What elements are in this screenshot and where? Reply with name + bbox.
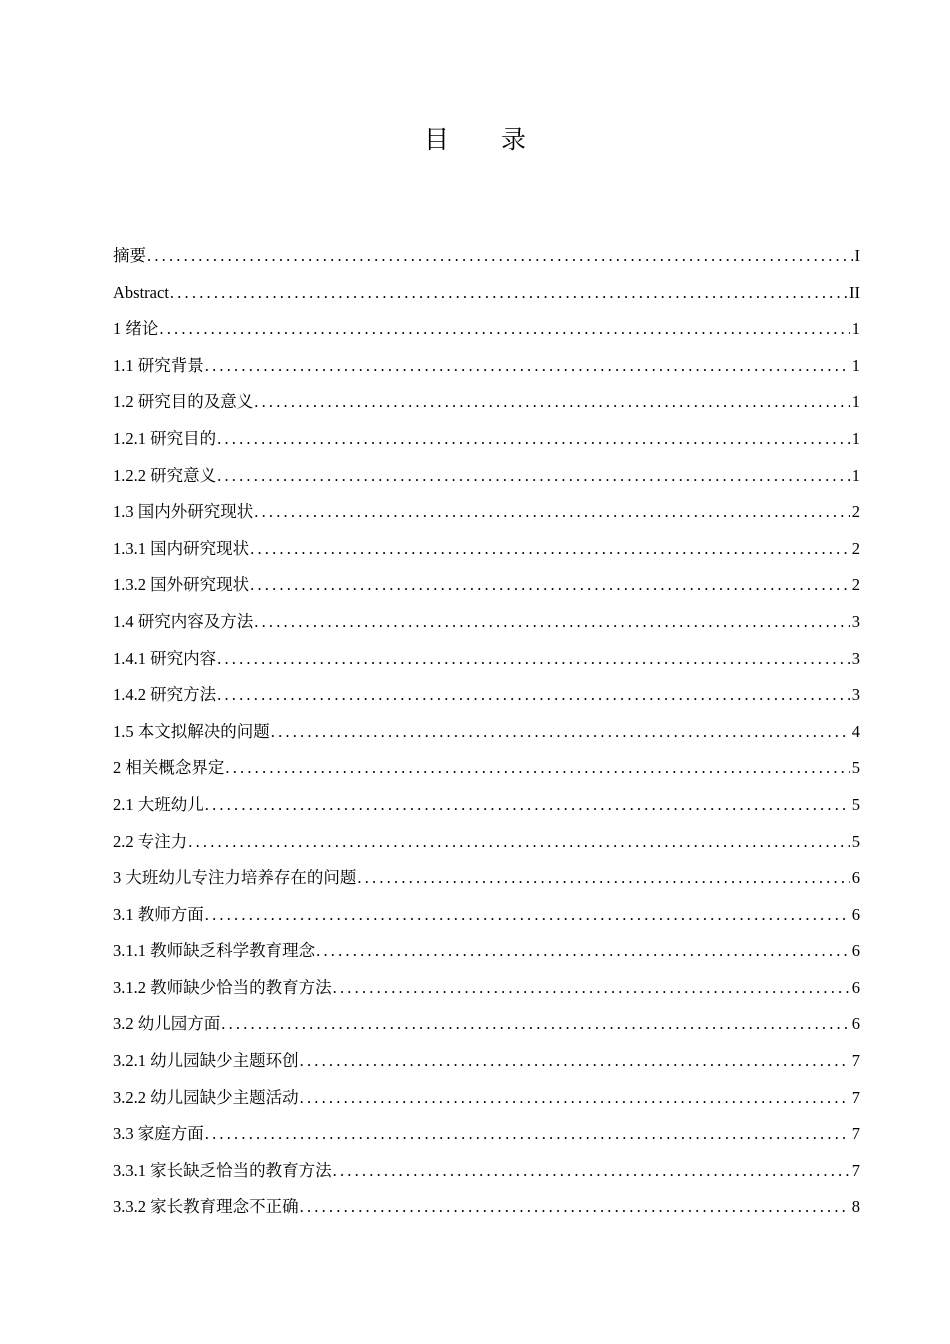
toc-dot-leader (250, 531, 850, 568)
toc-entry-label: 2.1 大班幼儿 (113, 794, 204, 814)
toc-entry-page-number: 6 (851, 1014, 860, 1034)
toc-entry-label: 3 大班幼儿专注力培养存在的问题 (113, 868, 357, 888)
toc-entry-page-number: 2 (851, 575, 860, 595)
toc-entry-page-number: 3 (851, 685, 860, 705)
toc-entry[interactable] (113, 494, 860, 531)
toc-entry-page-number: 3 (851, 611, 860, 631)
toc-entry-label: 1.3 国内外研究现状 (113, 502, 254, 522)
toc-entry[interactable] (113, 531, 860, 568)
toc-entry[interactable] (113, 1080, 860, 1117)
toc-dot-leader (217, 421, 850, 458)
toc-entry-label: 1.4.2 研究方法 (113, 685, 217, 705)
toc-dot-leader (188, 824, 850, 861)
toc-dot-leader (300, 1080, 850, 1117)
toc-entry[interactable] (113, 458, 860, 495)
toc-dot-leader (217, 458, 850, 495)
toc-entry-page-number: II (849, 282, 860, 302)
toc-entry-page-number: 3 (851, 648, 860, 668)
toc-dot-leader (316, 933, 850, 970)
toc-entry[interactable] (113, 714, 860, 751)
toc-dot-leader (271, 714, 850, 751)
toc-entry[interactable] (113, 275, 860, 312)
toc-dot-leader (225, 750, 849, 787)
toc-entry-label: 2.2 专注力 (113, 831, 188, 851)
toc-entry-page-number: 1 (851, 465, 860, 485)
toc-entry[interactable] (113, 641, 860, 678)
toc-entry-label: 3.3.1 家长缺乏恰当的教育方法 (113, 1160, 332, 1180)
toc-dot-leader (300, 1043, 850, 1080)
table-of-contents (113, 238, 860, 1226)
toc-entry-page-number: 6 (851, 941, 860, 961)
toc-entry-label: 1.4 研究内容及方法 (113, 611, 254, 631)
toc-dot-leader (147, 238, 853, 275)
toc-entry[interactable] (113, 567, 860, 604)
toc-entry-label: 摘要 (113, 246, 146, 265)
toc-entry[interactable] (113, 897, 860, 934)
toc-entry-label: 3.1 教师方面 (113, 904, 204, 924)
toc-dot-leader (159, 311, 849, 348)
toc-dot-leader (250, 567, 850, 604)
toc-dot-leader (205, 1116, 850, 1153)
toc-entry-label: Abstract (113, 282, 169, 302)
toc-entry[interactable] (113, 1006, 860, 1043)
toc-dot-leader (254, 384, 850, 421)
toc-entry[interactable] (113, 1116, 860, 1153)
toc-entry-label: 3.1.2 教师缺少恰当的教育方法 (113, 977, 332, 997)
toc-entry-label: 2 相关概念界定 (113, 758, 225, 778)
toc-dot-leader (300, 1189, 850, 1226)
toc-entry[interactable] (113, 604, 860, 641)
toc-dot-leader (205, 348, 850, 385)
toc-dot-leader (170, 275, 847, 312)
toc-dot-leader (333, 1153, 850, 1190)
toc-entry-page-number: 1 (851, 428, 860, 448)
toc-entry-page-number: 2 (851, 538, 860, 558)
toc-dot-leader (254, 604, 850, 641)
toc-entry[interactable] (113, 421, 860, 458)
toc-entry[interactable] (113, 238, 860, 275)
toc-entry[interactable] (113, 1189, 860, 1226)
toc-entry-page-number: 1 (851, 319, 860, 339)
toc-dot-leader (217, 641, 850, 678)
toc-entry-page-number: 7 (851, 1051, 860, 1071)
toc-entry-page-number: 8 (851, 1197, 860, 1217)
toc-entry-page-number: 7 (851, 1124, 860, 1144)
toc-dot-leader (221, 1006, 850, 1043)
toc-entry-page-number: 5 (851, 758, 860, 778)
toc-entry-label: 1.2.2 研究意义 (113, 465, 217, 485)
toc-entry-label: 1 绪论 (113, 319, 159, 339)
toc-entry-page-number: 2 (851, 502, 860, 522)
toc-entry-label: 3.2.2 幼儿园缺少主题活动 (113, 1087, 299, 1107)
toc-entry[interactable] (113, 1043, 860, 1080)
toc-entry-page-number: 6 (851, 977, 860, 997)
toc-entry-page-number: I (854, 246, 860, 265)
toc-dot-leader (217, 677, 850, 714)
toc-entry-label: 3.1.1 教师缺乏科学教育理念 (113, 941, 316, 961)
toc-entry-label: 1.1 研究背景 (113, 355, 204, 375)
toc-entry[interactable] (113, 970, 860, 1007)
toc-entry[interactable] (113, 1153, 860, 1190)
toc-entry-label: 3.2 幼儿园方面 (113, 1014, 221, 1034)
toc-entry[interactable] (113, 677, 860, 714)
toc-entry-label: 1.2 研究目的及意义 (113, 392, 254, 412)
toc-entry[interactable] (113, 787, 860, 824)
toc-entry-page-number: 7 (851, 1087, 860, 1107)
toc-entry-page-number: 7 (851, 1160, 860, 1180)
toc-entry-page-number: 1 (851, 392, 860, 412)
toc-entry-label: 3.3 家庭方面 (113, 1124, 204, 1144)
toc-dot-leader (254, 494, 850, 531)
toc-entry[interactable] (113, 824, 860, 861)
toc-entry-label: 1.2.1 研究目的 (113, 428, 217, 448)
toc-dot-leader (205, 787, 850, 824)
toc-entry[interactable] (113, 860, 860, 897)
toc-entry-page-number: 6 (851, 904, 860, 924)
toc-entry-page-number: 4 (851, 721, 860, 741)
toc-entry-page-number: 6 (851, 868, 860, 888)
toc-entry-label: 3.3.2 家长教育理念不正确 (113, 1197, 299, 1217)
toc-entry[interactable] (113, 750, 860, 787)
toc-dot-leader (357, 860, 849, 897)
toc-entry-label: 1.4.1 研究内容 (113, 648, 217, 668)
toc-entry-label: 1.5 本文拟解决的问题 (113, 721, 270, 741)
page-title: 目 录 (424, 125, 548, 154)
toc-entry[interactable] (113, 348, 860, 385)
toc-entry-label: 3.2.1 幼儿园缺少主题环创 (113, 1051, 299, 1071)
toc-dot-leader (333, 970, 850, 1007)
toc-entry-label: 1.3.1 国内研究现状 (113, 538, 250, 558)
toc-entry-page-number: 1 (851, 355, 860, 375)
toc-entry[interactable] (113, 311, 860, 348)
toc-entry[interactable] (113, 933, 860, 970)
toc-dot-leader (205, 897, 850, 934)
toc-entry-label: 1.3.2 国外研究现状 (113, 575, 250, 595)
toc-entry[interactable] (113, 384, 860, 421)
toc-entry-page-number: 5 (851, 831, 860, 851)
toc-entry-page-number: 5 (851, 794, 860, 814)
